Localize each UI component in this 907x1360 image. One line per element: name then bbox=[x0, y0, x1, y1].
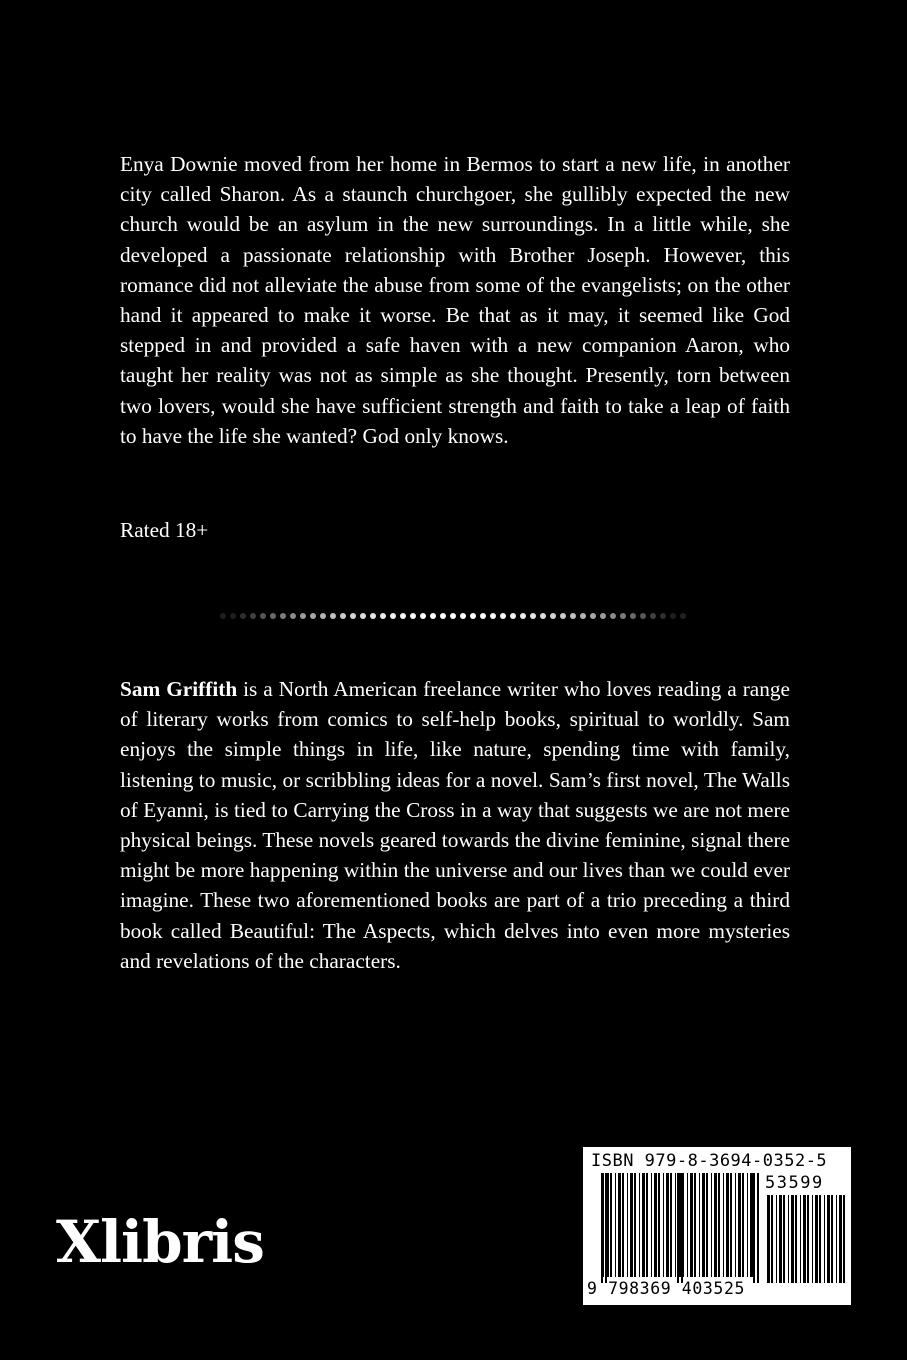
author-bio bbox=[120, 674, 790, 976]
author-bio-text: is a North American freelance writer who loves reading a range of literary works from comics to self-help books, spiritual to worldly. Sam enjoys the simple things in life, like nature, spending time with family, listening to music, or scribbling ideas for a novel. Sam’s first novel, The Walls of Eyanni, is tied to Carrying the Cross in a way that suggests we are not mere physical beings. These novels geared towards the divine feminine, signal there might be more happening within the universe and our lives than we could ever imagine. These two aforementioned books are part of a trio preceding a third book called Beautiful: The Aspects, which delves into even more mysteries and revelations of the characters. bbox=[120, 677, 790, 973]
age-rating: Rated 18+ bbox=[120, 518, 209, 542]
isbn-label: ISBN 979-8-3694-0352-5 bbox=[591, 1151, 828, 1171]
isbn-barcode bbox=[583, 1147, 851, 1305]
publisher-logo: Xlibris bbox=[56, 1208, 264, 1276]
author-name: Sam Griffith bbox=[120, 677, 238, 701]
price-code: 53599 bbox=[765, 1173, 824, 1193]
book-blurb: Enya Downie moved from her home in Bermos to start a new life, in another city called Sharon. As a staunch churchgoer, she gullibly expected the new church would be an asylum in the new surroundings. In a little while, she developed a passionate relationship with Brother Joseph. However, this romance did not alleviate the abuse from some of the evangelists; on the other hand it appeared to make it worse. Be that as it may, it seemed like God stepped in and provided a safe haven with a new companion Aaron, who taught her reality was not as simple as she thought. Presently, torn between two lovers, would she have sufficient strength and faith to take a leap of faith to have the life she wanted? God only knows. bbox=[120, 152, 790, 448]
ean-digits: 9 798369 403525 bbox=[587, 1279, 746, 1298]
dotted-divider-icon bbox=[218, 611, 688, 621]
